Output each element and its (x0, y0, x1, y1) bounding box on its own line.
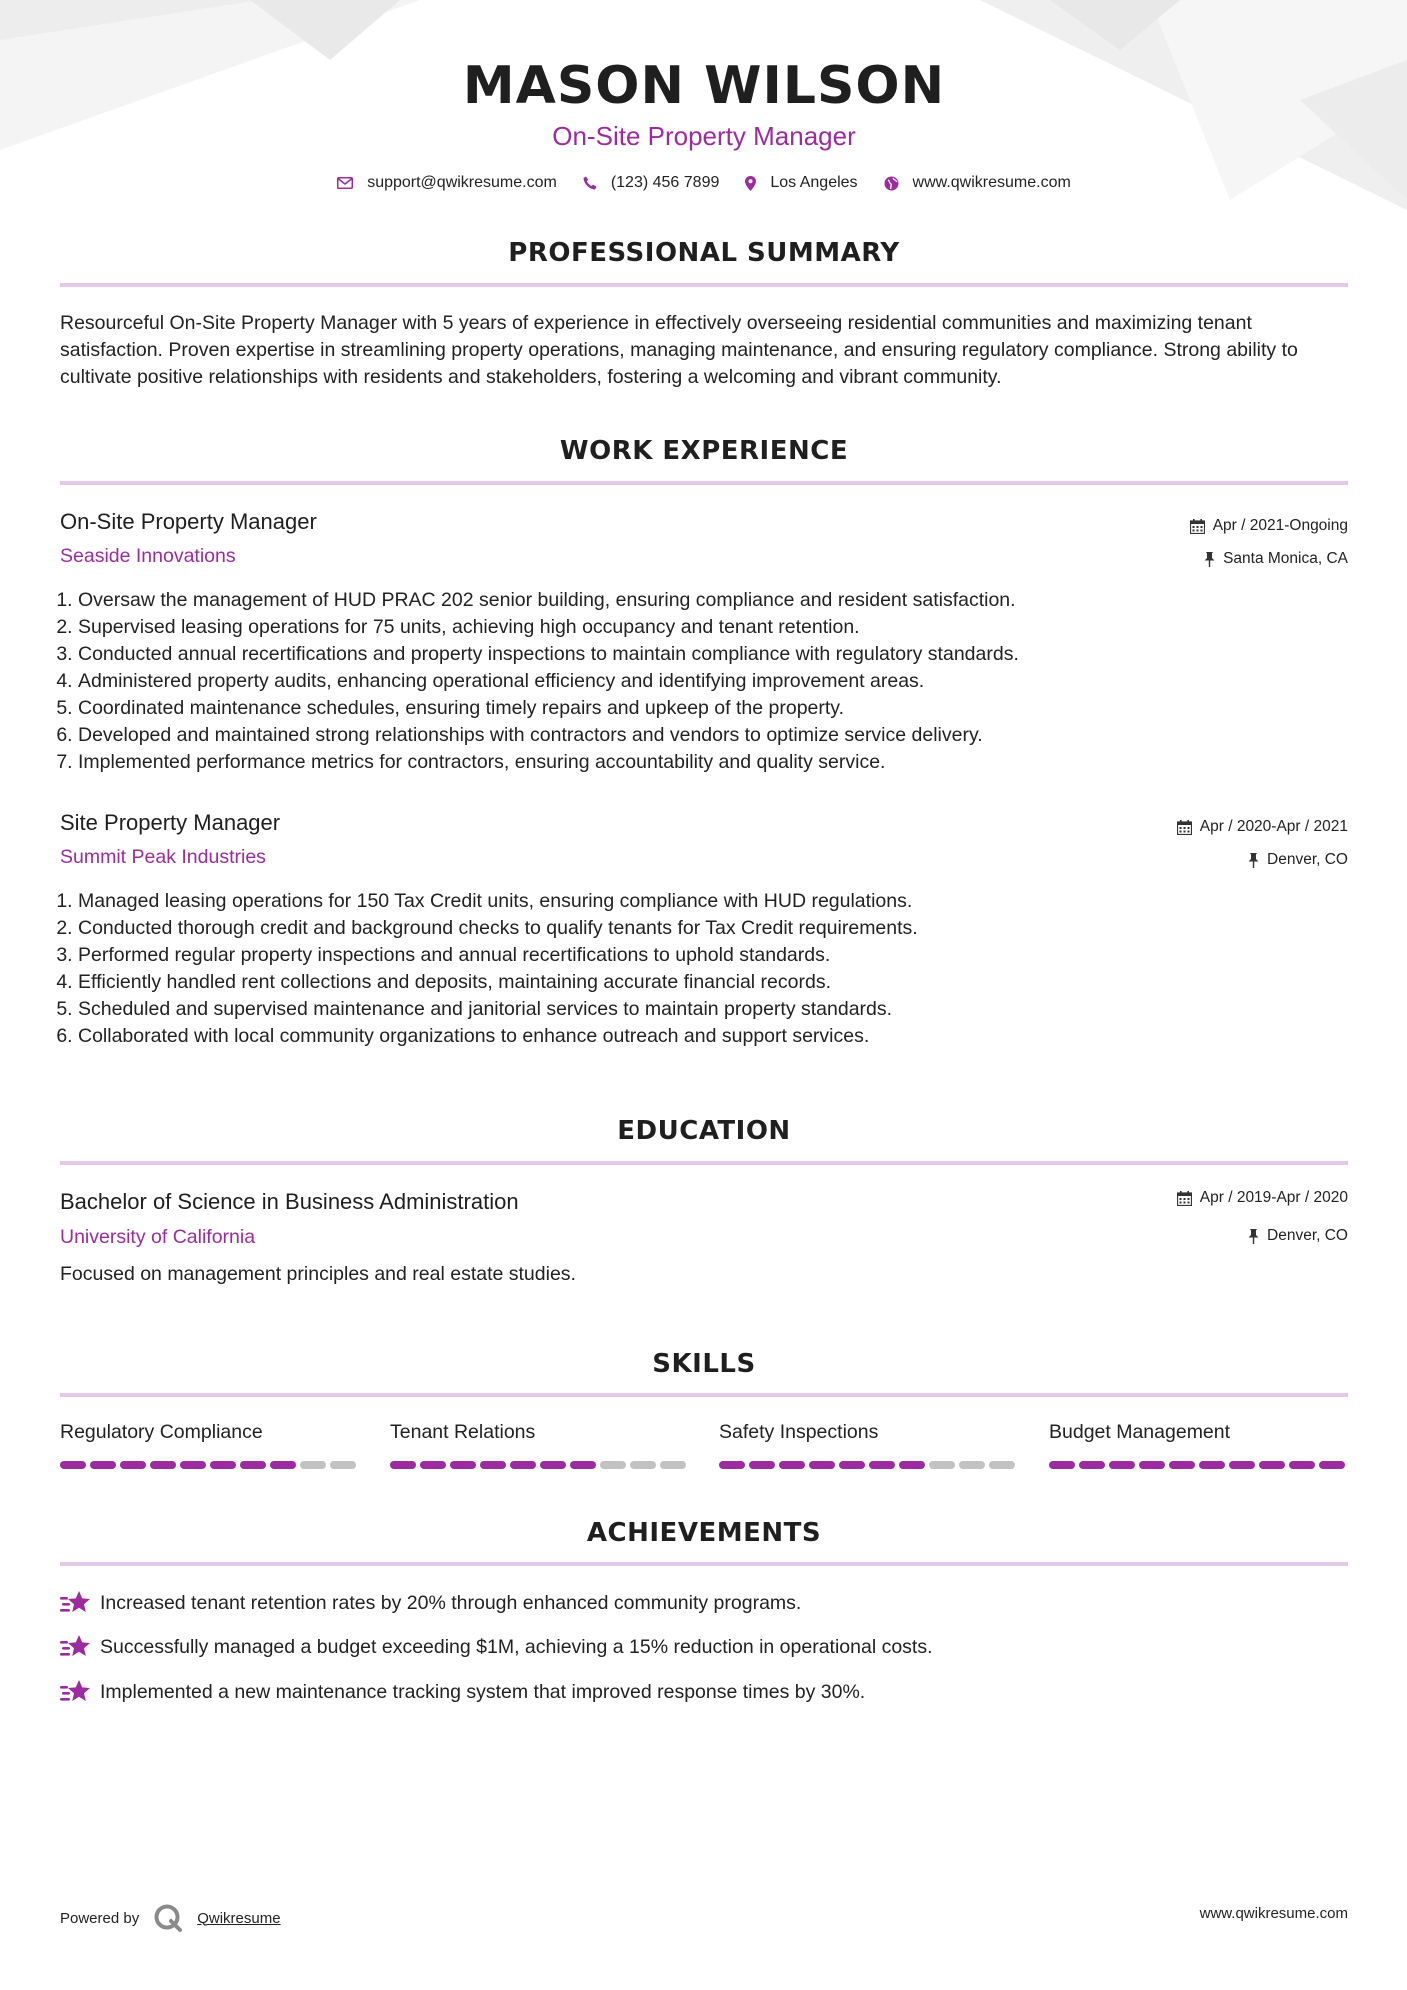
education-dates-text: Apr / 2019-Apr / 2020 (1199, 1189, 1348, 1206)
job-2-bullets (60, 888, 1366, 1050)
skill-segment-filled (390, 1461, 416, 1469)
skill-segment-filled (809, 1461, 835, 1469)
phone-icon (583, 176, 597, 190)
skill-segment-filled (839, 1461, 865, 1469)
list-item: 5. Coordinated maintenance schedules, ensuring timely repairs and upkeep of the property. (78, 695, 1366, 722)
list-item: 3. Conducted annual recertifications and property inspections to maintain compliance with regulatory standards. (78, 641, 1366, 668)
skill-label: Regulatory Compliance (60, 1421, 263, 1443)
achievement-text: Successfully managed a budget exceeding $1M, achieving a 15% reduction in operational costs. (100, 1635, 933, 1658)
job-1-location (1204, 550, 1348, 568)
list-item: 4. Administered property audits, enhancing operational efficiency and identifying improvement areas. (78, 668, 1366, 695)
job-1-location-text: Santa Monica, CA (1223, 550, 1348, 567)
skill-segment-filled (1199, 1461, 1225, 1469)
skill-label: Tenant Relations (390, 1421, 536, 1443)
skill-rating-bar (1049, 1461, 1349, 1469)
skill-segment-empty (959, 1461, 985, 1469)
skill-segment-filled (510, 1461, 536, 1469)
education-description: Focused on management principles and real estate studies. (60, 1263, 576, 1285)
skill-segment-filled (270, 1461, 296, 1469)
job-1-role: On-Site Property Manager (60, 509, 317, 534)
job-2-location-text: Denver, CO (1267, 851, 1348, 868)
job-1-dates-text: Apr / 2021-Ongoing (1212, 517, 1348, 534)
website-text: www.qwikresume.com (912, 174, 1071, 191)
experience-heading: WORK EXPERIENCE (559, 436, 849, 466)
skill-segment-filled (120, 1461, 146, 1469)
skill-segment-filled (1139, 1461, 1165, 1469)
list-item: 5. Scheduled and supervised maintenance and janitorial services to maintain property standards. (78, 996, 1366, 1023)
contact-email[interactable] (337, 174, 557, 192)
list-item: 2. Supervised leasing operations for 75 units, achieving high occupancy and tenant retention. (78, 614, 1366, 641)
envelope-icon (337, 177, 353, 189)
summary-text: Resourceful On-Site Property Manager with 5 years of experience in effectively overseeing residential communities and maximizing tenant satisfaction. Proven expertise in streamlining property operations, managing maintenance, and ensuring regulatory compliance. Strong ability to cultivate positive relationships with residents and stakeholders, fostering a welcoming and vibrant community. (60, 312, 1298, 388)
achievement-text: Increased tenant retention rates by 20% through enhanced community programs. (100, 1591, 802, 1614)
skills-heading: SKILLS (652, 1349, 756, 1379)
skill-segment-filled (570, 1461, 596, 1469)
summary-divider (60, 283, 1348, 287)
skill-segment-filled (240, 1461, 266, 1469)
list-item: 6. Developed and maintained strong relationships with contractors and vendors to optimize service delivery. (78, 722, 1366, 749)
skill-segment-filled (1169, 1461, 1195, 1469)
skill-segment-filled (1319, 1461, 1345, 1469)
skill-segment-filled (90, 1461, 116, 1469)
summary-heading: PROFESSIONAL SUMMARY (508, 238, 900, 268)
skill-segment-filled (1079, 1461, 1105, 1469)
education-degree: Bachelor of Science in Business Administration (60, 1189, 519, 1214)
phone-text: (123) 456 7899 (610, 174, 720, 191)
achievements-divider (60, 1562, 1348, 1566)
skill-segment-filled (749, 1461, 775, 1469)
skill-segment-empty (600, 1461, 626, 1469)
skill-segment-filled (420, 1461, 446, 1469)
globe-icon (884, 176, 899, 191)
contact-phone[interactable] (583, 174, 720, 192)
skill-segment-empty (989, 1461, 1015, 1469)
pushpin-icon (1248, 1229, 1259, 1244)
achievements-heading: ACHIEVEMENTS (586, 1518, 822, 1548)
job-2-company: Summit Peak Industries (60, 846, 266, 868)
education-school: University of California (60, 1226, 256, 1248)
list-item: 4. Efficiently handled rent collections and deposits, maintaining accurate financial records. (78, 969, 1366, 996)
contact-location (745, 174, 857, 192)
qwikresume-logo-icon (153, 1903, 183, 1933)
skill-safety-inspections (719, 1421, 1019, 1469)
calendar-icon (1177, 1191, 1192, 1206)
skill-segment-filled (210, 1461, 236, 1469)
skill-segment-empty (929, 1461, 955, 1469)
location-text: Los Angeles (770, 174, 858, 191)
shooting-star-icon (60, 1634, 92, 1660)
achievement-item (60, 1590, 801, 1616)
shooting-star-icon (60, 1679, 92, 1705)
shooting-star-icon (60, 1590, 92, 1616)
qwikresume-link[interactable]: Qwikresume (197, 1909, 281, 1927)
list-item: 7. Implemented performance metrics for contractors, ensuring accountability and quality service. (78, 749, 1366, 776)
skill-segment-filled (480, 1461, 506, 1469)
skill-budget-management (1049, 1421, 1349, 1469)
skill-segment-filled (1229, 1461, 1255, 1469)
education-location-text: Denver, CO (1267, 1227, 1348, 1244)
candidate-name: MASON WILSON (462, 56, 946, 116)
skill-label: Safety Inspections (719, 1421, 879, 1443)
list-item: 1. Oversaw the management of HUD PRAC 202 senior building, ensuring compliance and resident satisfaction. (78, 587, 1366, 614)
education-dates (1177, 1189, 1348, 1207)
skill-segment-filled (540, 1461, 566, 1469)
experience-divider (60, 481, 1348, 485)
skill-tenant-relations (390, 1421, 690, 1469)
skill-segment-empty (660, 1461, 686, 1469)
job-1-dates (1190, 517, 1348, 535)
skill-segment-filled (1289, 1461, 1315, 1469)
calendar-icon (1190, 519, 1205, 534)
skill-segment-filled (1049, 1461, 1075, 1469)
skill-segment-filled (719, 1461, 745, 1469)
skill-segment-empty (630, 1461, 656, 1469)
education-location (1248, 1227, 1348, 1245)
skill-segment-filled (1109, 1461, 1135, 1469)
contact-bar (60, 174, 1348, 192)
achievement-item (60, 1679, 865, 1705)
job-2-dates (1177, 818, 1348, 836)
skill-segment-filled (1259, 1461, 1285, 1469)
contact-website[interactable] (884, 174, 1071, 192)
calendar-icon (1177, 820, 1192, 835)
skill-label: Budget Management (1049, 1421, 1231, 1443)
skill-segment-filled (779, 1461, 805, 1469)
list-item: 3. Performed regular property inspections and annual recertifications to uphold standards. (78, 942, 1366, 969)
job-2-role: Site Property Manager (60, 810, 281, 835)
list-item: 2. Conducted thorough credit and background checks to qualify tenants for Tax Credit requirements. (78, 915, 1366, 942)
pushpin-icon (1204, 552, 1215, 567)
footer-branding (60, 1903, 281, 1933)
skill-segment-filled (60, 1461, 86, 1469)
skill-segment-filled (450, 1461, 476, 1469)
skill-segment-filled (180, 1461, 206, 1469)
job-2-location (1248, 851, 1348, 869)
job-2-dates-text: Apr / 2020-Apr / 2021 (1199, 818, 1348, 835)
powered-by-label: Powered by (60, 1909, 140, 1927)
candidate-title: On-Site Property Manager (552, 121, 856, 151)
skill-segment-empty (330, 1461, 356, 1469)
skill-segment-empty (300, 1461, 326, 1469)
skill-rating-bar (60, 1461, 360, 1469)
skill-segment-filled (899, 1461, 925, 1469)
skill-rating-bar (390, 1461, 690, 1469)
education-heading: EDUCATION (617, 1116, 791, 1146)
skill-segment-filled (869, 1461, 895, 1469)
map-pin-icon (745, 176, 756, 191)
skill-regulatory-compliance (60, 1421, 360, 1469)
job-1-company: Seaside Innovations (60, 545, 236, 567)
skills-divider (60, 1393, 1348, 1397)
list-item: 1. Managed leasing operations for 150 Tax Credit units, ensuring compliance with HUD regulations. (78, 888, 1366, 915)
footer-website[interactable]: www.qwikresume.com (1199, 1905, 1348, 1922)
education-divider (60, 1161, 1348, 1165)
list-item: 6. Collaborated with local community organizations to enhance outreach and support services. (78, 1023, 1366, 1050)
email-text: support@qwikresume.com (367, 174, 557, 191)
skill-rating-bar (719, 1461, 1019, 1469)
achievement-item (60, 1634, 933, 1660)
pushpin-icon (1248, 853, 1259, 868)
achievement-text: Implemented a new maintenance tracking system that improved response times by 30%. (100, 1680, 866, 1703)
job-1-bullets (60, 587, 1366, 776)
skill-segment-filled (150, 1461, 176, 1469)
